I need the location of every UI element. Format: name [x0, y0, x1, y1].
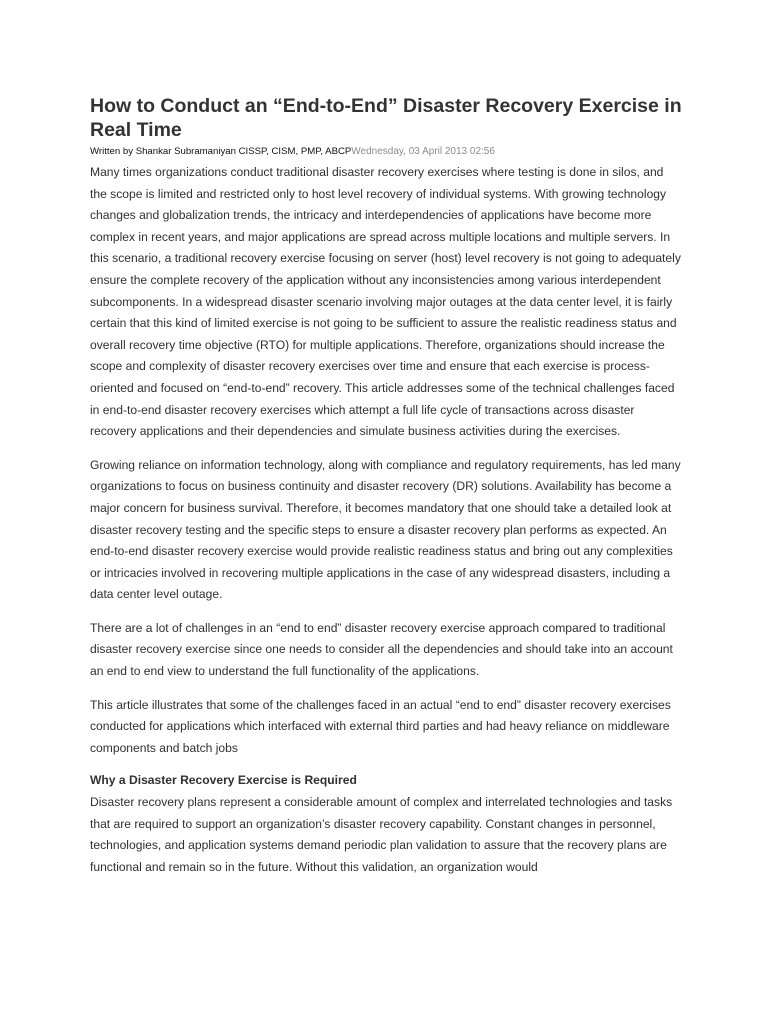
written-by-label: Written by [90, 146, 134, 157]
paragraph-intro: Many times organizations conduct traditional disaster recovery exercises where testing is done in silos, and the scope is limited and restricted only to host level recovery of individual systems. With growing technology changes and globalization trends, the intricacy and interdependencies of applications have become more complex in recent years, and major applications are spread across multiple locations and multiple servers. In this scenario, a traditional recovery exercise focusing on server (host) level recovery is not going to adequately ensure the complete recovery of the application without any inconsistencies among various interdependent subcomponents. In a widespread disaster scenario involving major outages at the data center level, it is fairly certain that this kind of limited exercise is not going to be sufficient to assure the realistic readiness status and overall recovery time objective (RTO) for multiple applications. Therefore, organizations should increase the scope and complexity of disaster recovery exercises over time and ensure that each exercise is process-oriented and focused on “end-to-end” recovery. This article addresses some of the technical challenges faced in end-to-end disaster recovery exercises which attempt a full life cycle of transactions across disaster recovery applications and their dependencies and simulate business activities during the exercises. [90, 165, 681, 439]
article [90, 94, 682, 878]
publish-date: Wednesday, 03 April 2013 02:56 [351, 146, 495, 157]
section-heading: Why a Disaster Recovery Exercise is Required [90, 773, 357, 788]
author-name: Shankar Subramaniyan CISSP, CISM, PMP, ABCP [135, 146, 352, 157]
paragraph-illustrates: This article illustrates that some of the challenges faced in an actual “end to end” disaster recovery exercises conducted for applications which interfaced with external third parties and had heavy reliance on middleware components and batch jobs [90, 697, 671, 755]
paragraph-why-required: Disaster recovery plans represent a considerable amount of complex and interrelated technologies and tasks that are required to support an organization’s disaster recovery capability. Constant changes in personnel, technologies, and application systems demand periodic plan validation to assure that the recovery plans are functional and remain so in the future. Without this validation, an organization would [90, 795, 673, 874]
byline [90, 145, 682, 158]
paragraph-reliance: Growing reliance on information technology, along with compliance and regulatory requirements, has led many organizations to focus on business continuity and disaster recovery (DR) solutions. Availability has become a major concern for business survival. Therefore, it becomes mandatory that one should take a detailed look at disaster recovery testing and the specific steps to ensure a disaster recovery plan performs as expected. An end-to-end disaster recovery exercise would provide realistic readiness status and bring out any complexities or intricacies involved in recovering multiple applications in the case of any widespread disasters, including a data center level outage. [90, 457, 681, 602]
article-title: How to Conduct an “End-to-End” Disaster Recovery Exercise in Real Time [90, 95, 682, 141]
paragraph-challenges: There are a lot of challenges in an “end to end” disaster recovery exercise approach compared to traditional disaster recovery exercise since one needs to consider all the dependencies and should take into an account an end to end view to understand the full functionality of the applications. [90, 620, 673, 679]
